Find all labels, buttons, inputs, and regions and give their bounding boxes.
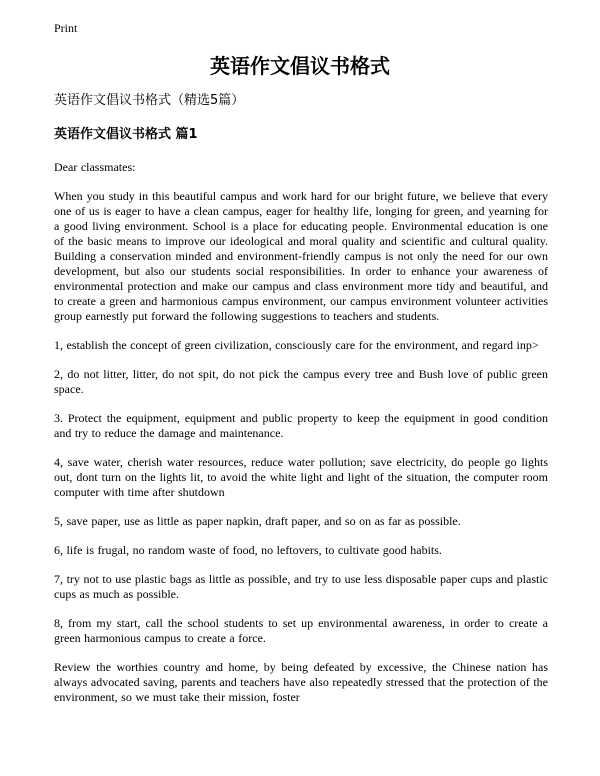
paragraph-item-2: 2, do not litter, litter, do not spit, do not pick the campus every tree and Bush love of public green space. xyxy=(54,367,548,396)
paragraph-item-8: 8, from my start, call the school students to set up environmental awareness, in order to create a green harmonious campus to create a force. xyxy=(54,616,548,645)
paragraph-item-1: 1, establish the concept of green civilization, consciously care for the environment, and regard inp> xyxy=(54,338,539,352)
paragraph-closing: Review the worthies country and home, by being defeated by excessive, the Chinese nation has always advocated saving, parents and teachers have also repeatedly stressed that the protection of the environment, so we must take their mission, foster xyxy=(54,660,548,704)
paragraph-item-3: 3. Protect the equipment, equipment and public property to keep the equipment in good condition and try to reduce the damage and maintenance. xyxy=(54,411,548,440)
paragraph-item-5: 5, save paper, use as little as paper napkin, draft paper, and so on as far as possible. xyxy=(54,514,461,528)
salutation: Dear classmates: xyxy=(54,160,136,174)
section-heading: 英语作文倡议书格式 篇1 xyxy=(54,127,198,142)
document-subtitle: 英语作文倡议书格式（精选5篇） xyxy=(54,93,245,108)
paragraph-item-4: 4, save water, cherish water resources, reduce water pollution; save electricity, do people go lights out, dont turn on the lights lit, to avoid the white light and light of the situation, the computer room computer with time after shutdown xyxy=(54,455,548,499)
paragraph-item-7: 7, try not to use plastic bags as little as possible, and try to use less disposable paper cups and plastic cups as much as possible. xyxy=(54,572,548,601)
paragraph-item-6: 6, life is frugal, no random waste of food, no leftovers, to cultivate good habits. xyxy=(54,543,442,557)
print-label: Print xyxy=(54,21,78,35)
document-title: 英语作文倡议书格式 xyxy=(210,54,390,78)
paragraph-intro: When you study in this beautiful campus and work hard for our bright future, we believe that every one of us is eager to have a clean campus, eager for healthy life, longing for green, and yearning for a good living environment. School is a place for educating people. Environmental education is one of the basic means to improve our ideological and moral quality and scientific and cultural quality. Building a conservation minded and environment-friendly campus is not only the need for our own development, but also our students social responsibilities. In order to enhance your awareness of environmental protection and make our campus and class environment more tidy and beautiful, and to create a green and harmonious campus environment, our campus environment volunteer activities group earnestly put forward the following suggestions to teachers and students. xyxy=(54,189,548,323)
document-body xyxy=(54,92,548,719)
